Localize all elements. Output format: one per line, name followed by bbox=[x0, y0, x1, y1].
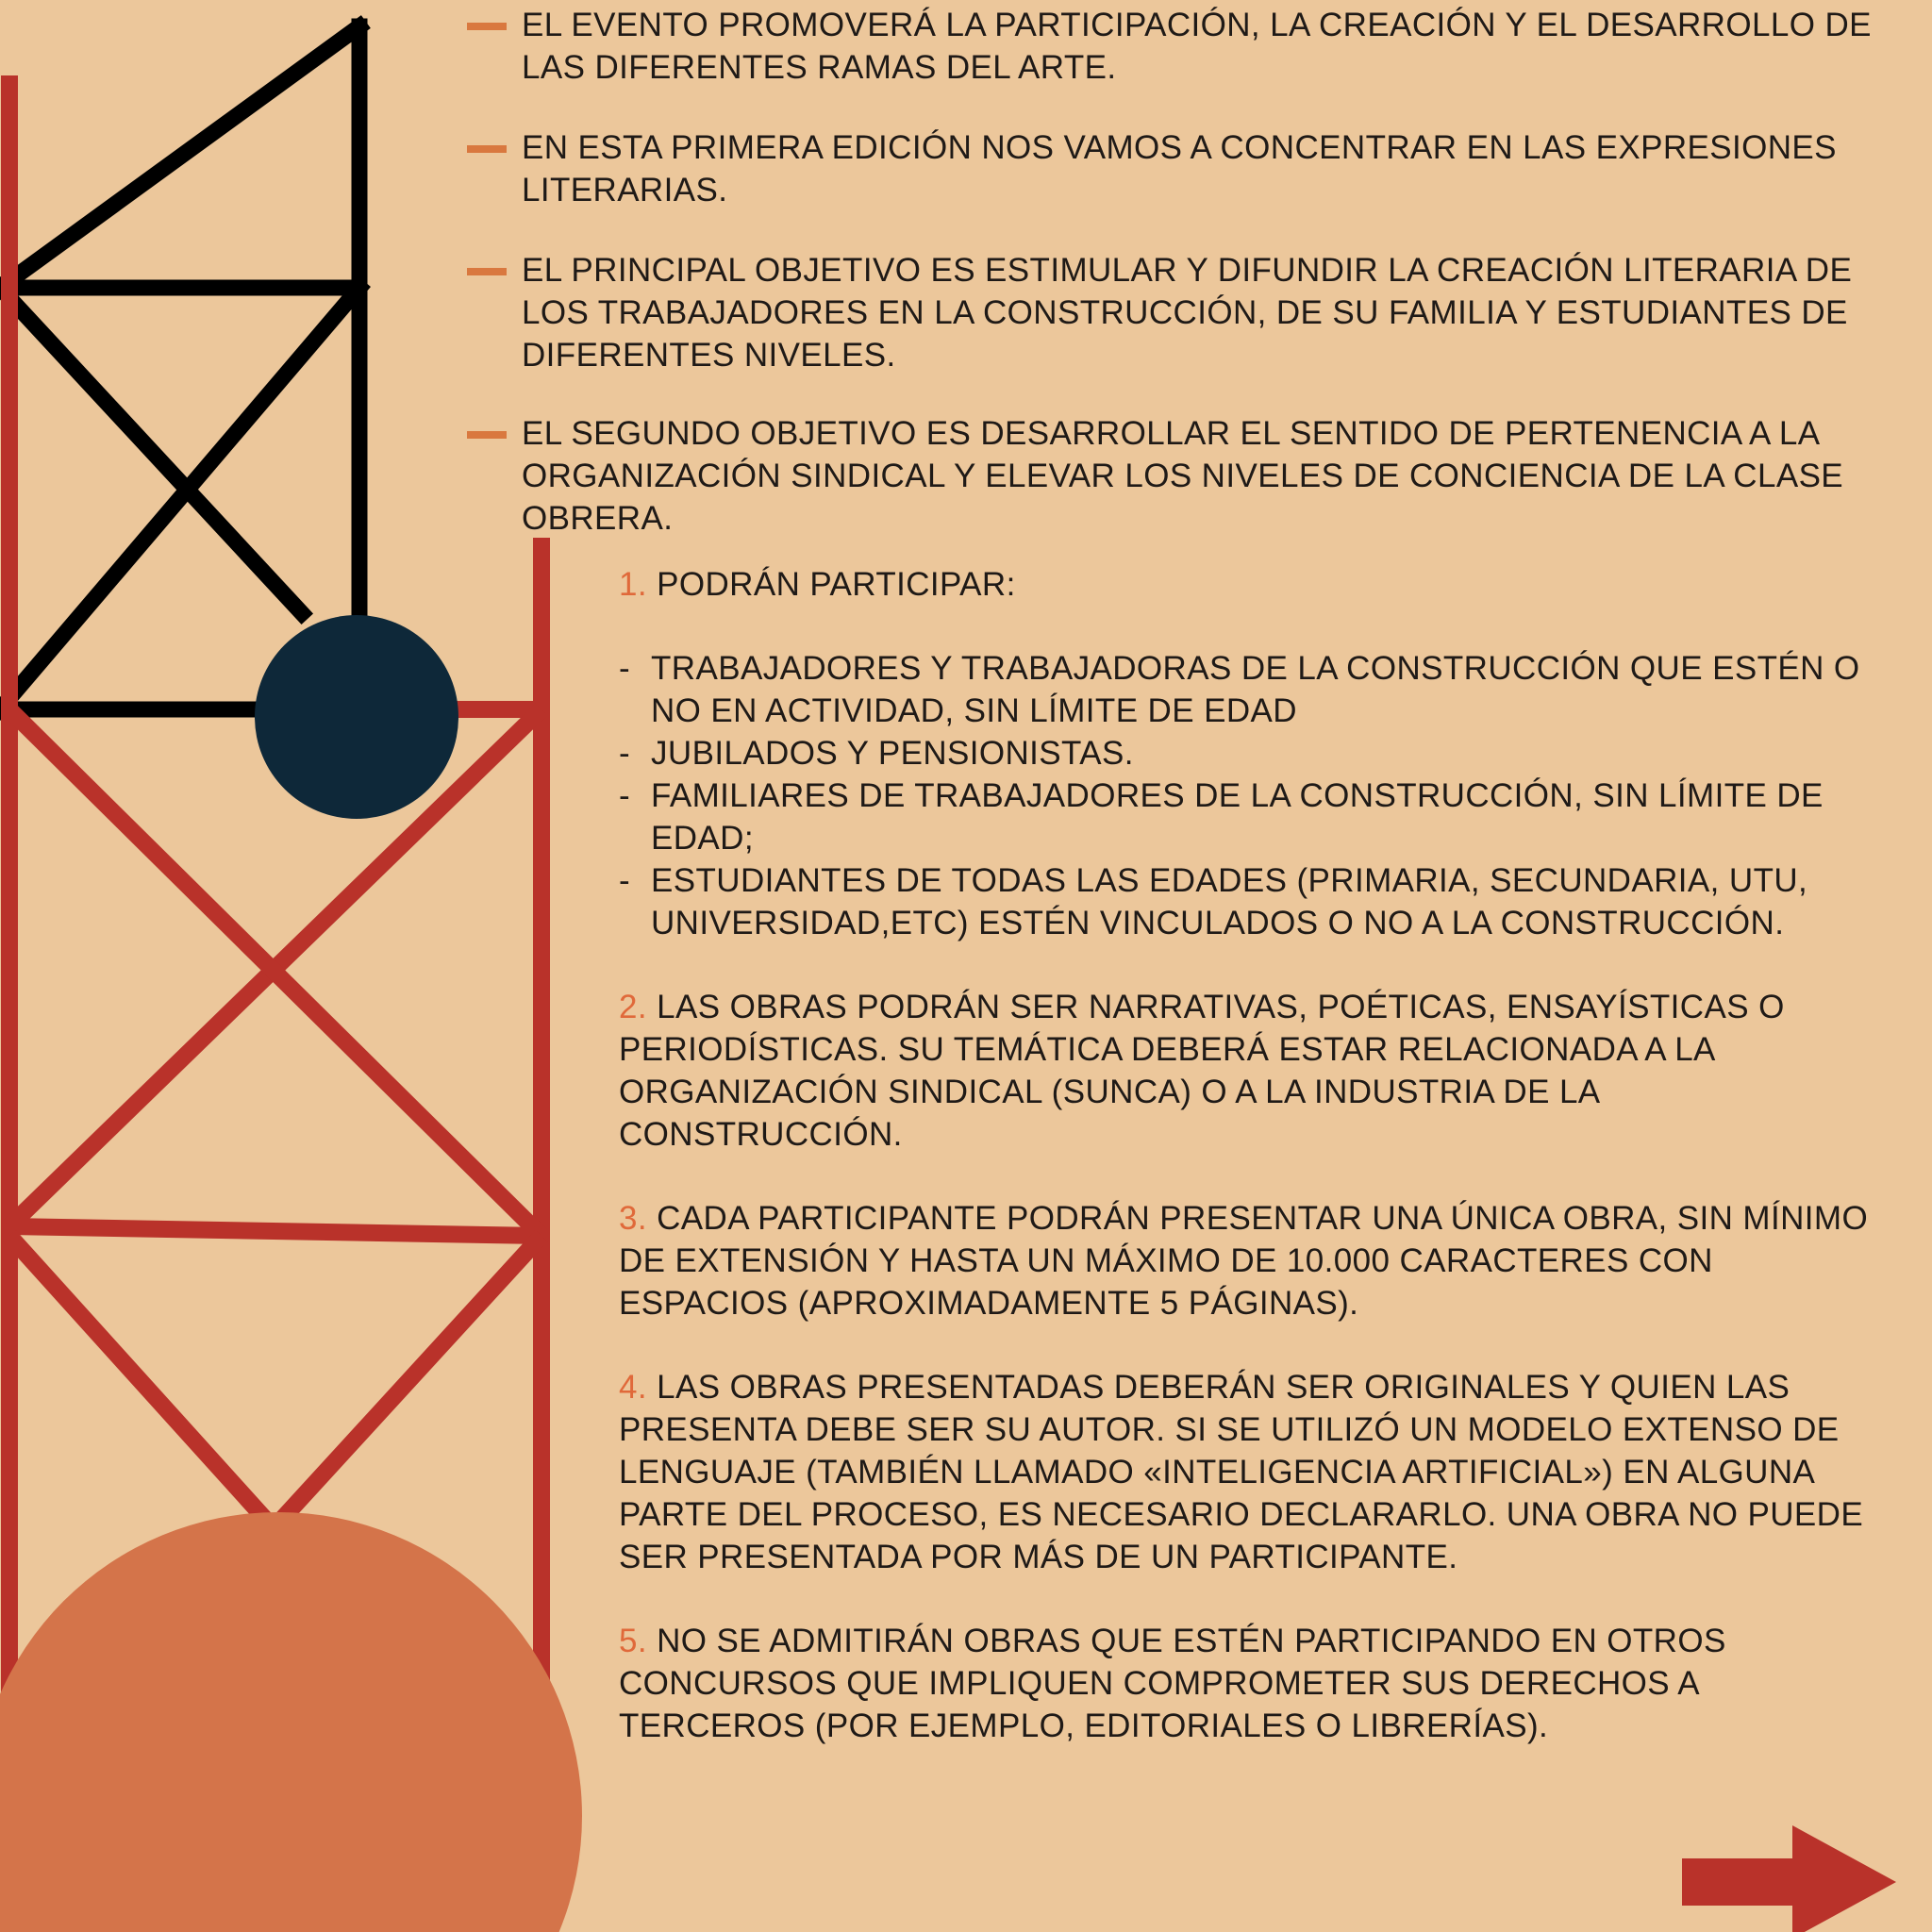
rule-3 bbox=[619, 1197, 1883, 1324]
rule-text: NO SE ADMITIRÁN OBRAS QUE ESTÉN PARTICIPANDO EN OTROS CONCURSOS QUE IMPLIQUEN COMPROMETER SUS DERECHOS A TERCEROS (POR EJEMPLO, EDITORIALES O LIBRERÍAS). bbox=[619, 1623, 1726, 1744]
participant-item: - JUBILADOS Y PENSIONISTAS. bbox=[619, 735, 1134, 772]
rule-text: PODRÁN PARTICIPAR: bbox=[657, 566, 1016, 603]
rule-text: CADA PARTICIPANTE PODRÁN PRESENTAR UNA ÚNICA OBRA, SIN MÍNIMO DE EXTENSIÓN Y HASTA UN MÁXIMO DE 10.000 CARACTERES CON ESPACIOS (APROXIMADAMENTE 5 PÁGINAS). bbox=[619, 1200, 1869, 1322]
rule-text: LAS OBRAS PRESENTADAS DEBERÁN SER ORIGINALES Y QUIEN LAS PRESENTA DEBE SER SU AUTOR. SI SE UTILIZÓ UN MODELO EXTENSO DE LENGUAJE (TAMBIÉN LLAMADO «INTELIGENCIA ARTIFICIAL») EN ALGUNA PARTE DEL PROCESO, ES NECESARIO DECLARARLO. UNA OBRA NO PUEDE SER PRESENTADA POR MÁS DE UN PARTICIPANTE. bbox=[619, 1369, 1864, 1575]
navy-circle bbox=[255, 615, 458, 819]
rule-1 bbox=[619, 563, 1883, 606]
participant-item: - ESTUDIANTES DE TODAS LAS EDADES (PRIMARIA, SECUNDARIA, UTU, UNIVERSIDAD,ETC) ESTÉN VINCULADOS O NO A LA CONSTRUCCIÓN. bbox=[619, 862, 1808, 941]
bullet-bar bbox=[467, 145, 507, 153]
bullet-bar bbox=[467, 23, 507, 30]
rule-number: 5. bbox=[619, 1623, 647, 1659]
intro-point-4: EL SEGUNDO OBJETIVO ES DESARROLLAR EL SENTIDO DE PERTENENCIA A LA ORGANIZACIÓN SINDICAL Y ELEVAR LOS NIVELES DE CONCIENCIA DE LA CLASE OBRERA. bbox=[522, 412, 1918, 540]
arrow-right-icon[interactable] bbox=[1682, 1825, 1896, 1932]
crane-top-black bbox=[0, 26, 359, 709]
bullet-bar bbox=[467, 431, 507, 439]
rule-number: 2. bbox=[619, 989, 647, 1025]
intro-point-3: EL PRINCIPAL OBJETIVO ES ESTIMULAR Y DIFUNDIR LA CREACIÓN LITERARIA DE LOS TRABAJADORES EN LA CONSTRUCCIÓN, DE SU FAMILIA Y ESTUDIANTES DE DIFERENTES NIVELES. bbox=[522, 249, 1918, 376]
rule-number: 4. bbox=[619, 1369, 647, 1406]
orange-circle bbox=[0, 1512, 582, 1932]
participant-item: - FAMILIARES DE TRABAJADORES DE LA CONSTRUCCIÓN, SIN LÍMITE DE EDAD; bbox=[619, 777, 1824, 857]
rules-list bbox=[619, 563, 1883, 1747]
rule-2 bbox=[619, 986, 1883, 1156]
participant-item: - TRABAJADORES Y TRABAJADORAS DE LA CONSTRUCCIÓN QUE ESTÉN O NO EN ACTIVIDAD, SIN LÍMITE DE EDAD bbox=[619, 650, 1860, 729]
bullet-bar bbox=[467, 268, 507, 275]
rule-number: 3. bbox=[619, 1200, 647, 1237]
rule-text: LAS OBRAS PODRÁN SER NARRATIVAS, POÉTICAS, ENSAYÍSTICAS O PERIODÍSTICAS. SU TEMÁTICA DEBERÁ ESTAR RELACIONADA A LA ORGANIZACIÓN SINDICAL (SUNCA) O A LA INDUSTRIA DE LA CONSTRUCCIÓN. bbox=[619, 989, 1785, 1153]
rule-4 bbox=[619, 1366, 1883, 1578]
intro-point-2: EN ESTA PRIMERA EDICIÓN NOS VAMOS A CONCENTRAR EN LAS EXPRESIONES LITERARIAS. bbox=[522, 126, 1918, 211]
intro-point-1: EL EVENTO PROMOVERÁ LA PARTICIPACIÓN, LA CREACIÓN Y EL DESARROLLO DE LAS DIFERENTES RAMAS DEL ARTE. bbox=[522, 4, 1918, 89]
rule-number: 1. bbox=[619, 566, 647, 603]
rule-5 bbox=[619, 1620, 1883, 1747]
